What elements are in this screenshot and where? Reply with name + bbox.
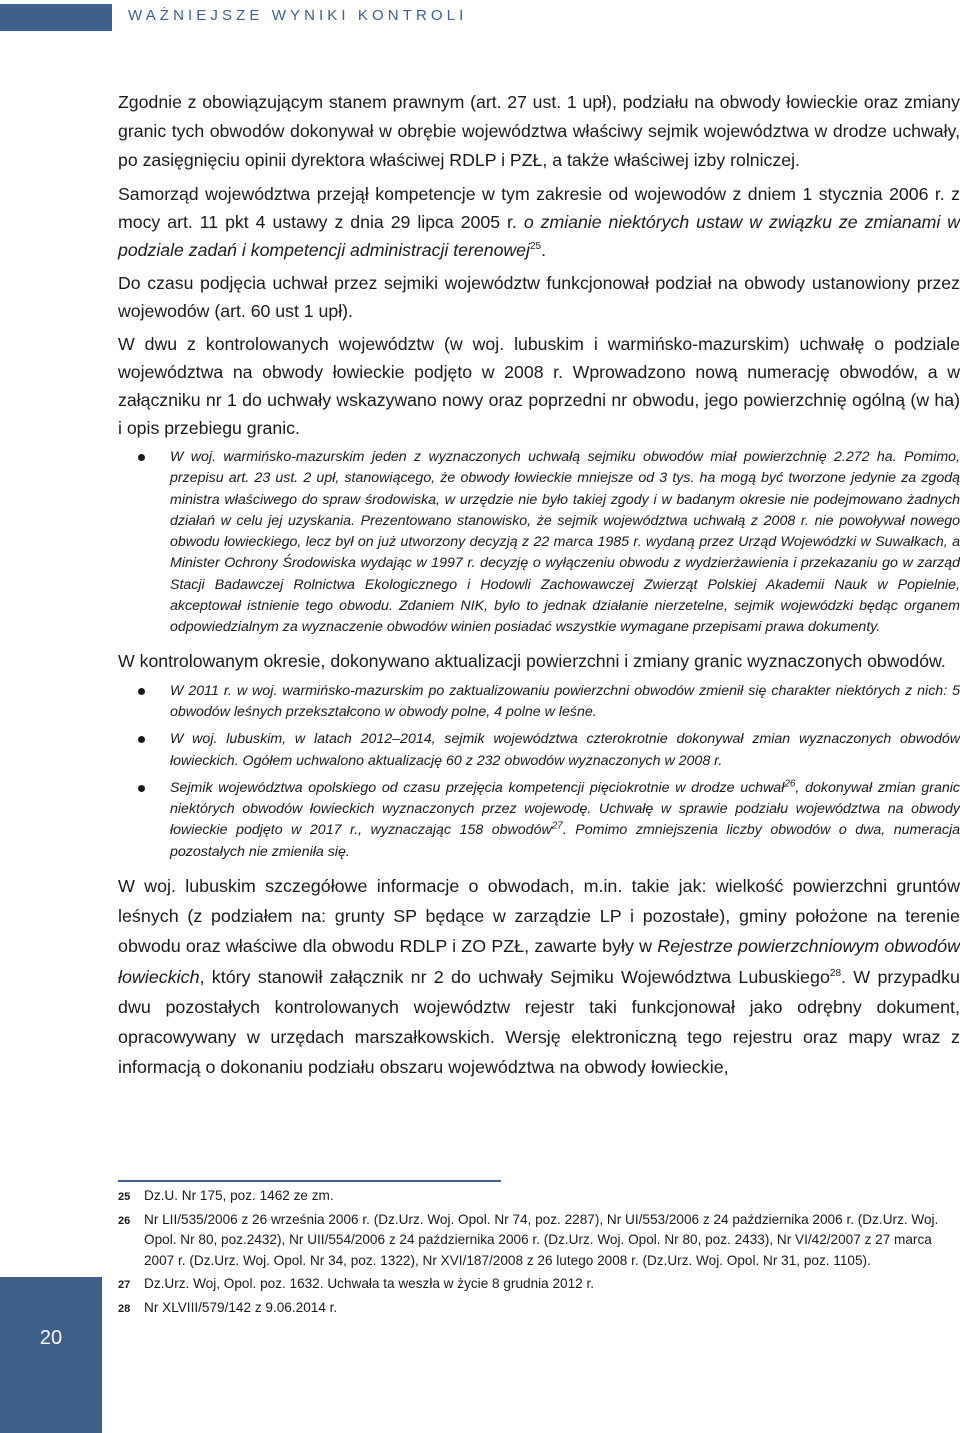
footnote-text: Dz.U. Nr 175, poz. 1462 ze zm. [144,1188,334,1203]
page-number: 20 [39,1327,63,1349]
header-accent-bar [0,4,112,31]
footnote [118,1210,960,1272]
footnote-ref[interactable]: 27 [551,820,563,832]
paragraph: Do czasu podjęcia uchwał przez sejmiki województw funkcjonował podział na obwody ustanowiony przez wojewodów (art. 60 ust 1 upł). [118,273,960,321]
footnote-text: Dz.Urz. Woj, Opol. poz. 1632. Uchwała ta weszła w życie 8 grudnia 2012 r. [144,1276,595,1292]
footnote-divider [118,1180,501,1182]
act-title: o zmianie niektórych ustaw w związku ze zmianami w podziale zadań i kompetencji administracji terenowej [118,212,960,260]
section-title: WAŻNIEJSZE WYNIKI KONTROLI [128,7,468,24]
footnote-number: 26 [118,1214,131,1227]
footnote-ref[interactable]: 25 [529,241,542,253]
footnote [118,1298,960,1319]
paragraph: W woj. lubuskim szczegółowe informacje o obwodach, m.in. takie jak: wielkość powierzchni gruntów leśnych (z podziałem na: grunty SP będące w zarządzie LP i pozostałe), gminy położone na terenie obwodu oraz właściwe dla obwodu RDLP i ZO PZŁ, zawarte były w Rejestrze powierzchniowym obwodów łowieckich, który stanowił załącznik nr 2 do uchwały Sejmiku Województwa Lubuskiego$^{28}$. W przypadku dwu pozostałych kontrolowanych województw rejestr taki funkcjonował jako odrębny dokument, opracowywany w urzędach marszałkowskich. Wersję elektroniczną tego rejestru oraz mapy wraz z informacją o dokonaniu podziału obszaru województwa na obwody łowieckie, [118,876,960,1078]
list-item: W woj. warmińsko-mazurskim jeden z wyznaczonych uchwałą sejmiku obwodów miał powierzchnię 2.272 ha. Pomimo, przepisu art. 23 ust. 2 upł, stanowiącego, że obwody łowieckie mniejsze od 3 tys. ha mogą być tworzone jedynie za zgodą ministra właściwego do spraw środowiska, w urzędzie nie było takiej zgody i w badanym okresie nie podejmowano żadnych działań w celu jej uzyskania. Prezentowano stanowisko, że sejmik województwa uchwałą z 2008 r. nie powoływał nowego obwodu łowieckiego, lecz był on już utworzony decyzją z 22 marca 1985 r. wydaną przez Urząd Wojewódzki w Suwałkach, a Minister Ochrony Środowiska wydając w 1997 r. decyzję o wyłączeniu obwodu z wydzierżawienia i przekazaniu go w zarząd Stacji Badawczej Rolnictwa Ekologicznego i Hodowli Zachowawczej Zwierząt Polskiej Akademii Nauk w Popielnie, akceptował istnienie tego obwodu. Zdaniem NIK, było to jednak działanie nierzetelne, sejmik wojewódzki będąc organem odpowiedzialnym za wyznaczenie obwodów winien posiadać wszystkie wymagane przepisami prawa dokumenty. [118,447,960,639]
paragraph: W dwu z kontrolowanych województw (w woj. lubuskim i warmińsko-mazurskim) uchwałę o podziale województwa na obwody łowieckie podjęto w 2008 r. Wprowadzono nową numerację obwodów, a w załączniku nr 1 do uchwały wskazywano nowy oraz poprzedni nr obwodu, jego powierzchnię ogólną (w ha) i opis przebiegu granic. [118,334,960,438]
list-item: W woj. lubuskim, w latach 2012–2014, sejmik województwa czterokrotnie dokonywał zmian wyznaczonych obwodów łowieckich. Ogółem uchwalono aktualizację 60 z 232 obwodów wyznaczonych w 2008 r. [118,729,960,772]
main-content [118,88,960,1087]
list-item: Sejmik województwa opolskiego od czasu przejęcia kompetencji pięciokrotnie w drodze uchwał$^{26}$, dokonywał zmian granic niektórych obwodów łowieckich wyznaczonych przez wojewodę. Uchwałę w sprawie podziału województwa na obwody łowieckie podjęto w 2017 r., wyznaczając 158 obwodów$^{27}$. Pomimo zmniejszenia liczby obwodów o dwa, numeracja pozostałych nie zmieniła się. [118,778,960,863]
footnote [118,1186,960,1207]
bullet-icon [138,736,145,743]
paragraph: Zgodnie z obowiązującym stanem prawnym (art. 27 ust. 1 upł), podziału na obwody łowieckie oraz zmiany granic tych obwodów dokonywał w obrębie województwa właściwy sejmik województwa w drodze uchwały, po zasięgnięciu opinii dyrektora właściwej RDLP i PZŁ, a także właściwej izby rolniczej. [118,92,960,170]
bullet-list [118,681,960,863]
footnote-number: 28 [118,1302,131,1315]
footnote-number: 27 [118,1279,131,1292]
bullet-list [118,447,960,639]
page-number-tab [0,1277,102,1433]
footnote-number: 25 [118,1191,131,1203]
footnote-ref[interactable]: 28 [829,967,842,979]
footnote-text: Nr XLVIII/579/142 z 9.06.2014 r. [144,1299,338,1315]
footnote [118,1274,960,1295]
bullet-icon [138,688,145,695]
register-title: Rejestrze powierzchniowym obwodów łowieckich [118,936,960,987]
paragraph: W kontrolowanym okresie, dokonywano aktualizacji powierzchni i zmiany granic wyznaczonych obwodów. [118,650,946,671]
list-item: W 2011 r. w woj. warmińsko-mazurskim po zaktualizowaniu powierzchni obwodów zmienił się charakter niektórych z nich: 5 obwodów leśnych przekształcono w obwody polne, 4 polne w leśne. [118,681,960,724]
paragraph: Samorząd województwa przejął kompetencje w tym zakresie od wojewodów z dniem 1 stycznia 2006 r. z mocy art. 11 pkt 4 ustawy z dnia 29 lipca 2005 r. o zmianie niektórych ustaw w związku ze zmianami w podziale zadań i kompetencji administracji terenowej$^{25}$. [118,184,960,260]
footnote-text: Nr LII/535/2006 z 26 września 2006 r. (Dz.Urz. Woj. Opol. Nr 74, poz. 2287), Nr UI/553/2006 z 24 października 2006 r. (Dz.Urz. Woj. Opol. Nr 80, poz.2432), Nr UII/554/2006 z 24 października 2006 r. (Dz.Urz. Woj. Opol. Nr 80, poz. 2433), Nr VI/42/2007 z 27 marca 2007 r. (Dz.Urz. Woj. Opol. Nr 34, poz. 1322), Nr XVI/187/2008 z 26 lutego 2008 r. (Dz.Urz. Woj. Opol. Nr 31, poz. 1105). [144,1211,939,1268]
footnote-ref[interactable]: 26 [784,778,796,790]
bullet-icon [138,785,145,792]
footnotes [118,1186,960,1322]
bullet-icon [138,454,145,461]
